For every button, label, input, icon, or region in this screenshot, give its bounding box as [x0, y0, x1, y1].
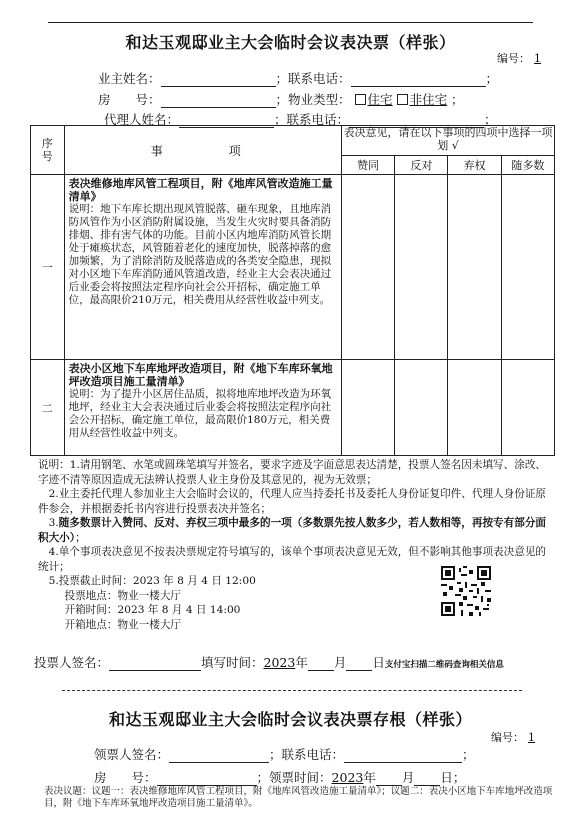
month-unit: 月: [333, 655, 347, 670]
day-unit: 日: [372, 655, 385, 670]
note-2: 2.业主委托代理人参加业主大会临时会议的，代理人应当持委托书及委托人身份证复印件、代理人身份证原件参会，并根据委托书内容进行投票表决并签名；: [38, 488, 547, 515]
agent-row: 代理人姓名： ；联系电话： ；: [104, 112, 497, 127]
table-row: [31, 360, 555, 456]
ballot-title: 和达玉观邸业主大会临时会议表决票（样张）: [125, 33, 456, 52]
matter-cell: [64, 175, 341, 360]
matter-title: 表决维修地库风管工程项目，附《地库风管改造施工量清单》: [68, 177, 333, 203]
residential-checkbox[interactable]: [355, 94, 366, 105]
room-field[interactable]: [161, 95, 276, 108]
vote-oppose-cell[interactable]: [395, 360, 448, 456]
stub-day-field[interactable]: [414, 773, 440, 786]
option-agree-header: 赞同: [341, 156, 394, 175]
agent-phone-label: 联系电话：: [286, 112, 350, 127]
voting-table: [30, 125, 555, 456]
fill-day-field[interactable]: [346, 658, 372, 671]
stub-month-field[interactable]: [376, 773, 402, 786]
stub-room-label: 房 号：: [94, 770, 157, 785]
fill-month-field[interactable]: [308, 658, 334, 671]
serial-label: 编号：: [497, 52, 530, 65]
vote-majority-cell[interactable]: [501, 175, 554, 360]
option-abstain-header: 弃权: [448, 156, 501, 175]
stub-phone-field[interactable]: [344, 750, 462, 763]
note-5-deadline: 5.投票截止时间：2023 年 8 月 4 日 12:00: [48, 575, 256, 587]
note-4: 4.单个事项表决意见不按表决票规定符号填写的，该单个事项表决意见无效，但不影响其他事项表决意见的统计；: [38, 546, 547, 573]
vote-agree-cell[interactable]: [341, 360, 394, 456]
vote-agree-cell[interactable]: [341, 175, 394, 360]
stub-receive-time-label: 领票时间：: [269, 770, 332, 785]
stub-title: 和达玉观邸业主大会临时会议表决票存根（样张）: [108, 710, 472, 729]
row-seq: 二: [31, 360, 65, 456]
stub-receiver-label: 领票人签名：: [94, 747, 170, 762]
owner-row: 业主姓名： ；联系电话： ；: [98, 71, 499, 86]
year-unit: 年: [295, 655, 308, 670]
matter-title: 表决小区地下车库地坪改造项目，附《地下车库环氧地坪改造项目施工量清单》: [68, 362, 333, 388]
top-rule: [48, 22, 533, 23]
non-residential-label: 非住宅: [409, 92, 448, 107]
stub-serial-number: 1: [528, 731, 535, 744]
option-oppose-header: 反对: [395, 156, 448, 175]
stub-serial-label: 编号：: [491, 731, 524, 744]
stub-month-unit: 月: [401, 770, 415, 785]
fill-year: 2023: [263, 655, 296, 670]
stub-room-field[interactable]: [157, 773, 257, 786]
option-majority-header: 随多数: [501, 156, 554, 175]
stub-detail: 表决议题：议题一：表决维修地库风管工程项目，附《地库风管改造施工量清单》；议题二：表决小区地下车库地坪改造项目，附《地下车库环氧地坪改造项目施工量清单》。: [44, 786, 553, 809]
stub-receiver-field[interactable]: [169, 750, 269, 763]
vote-oppose-cell[interactable]: [395, 175, 448, 360]
note-5-place: 投票地点：物业一楼大厅: [64, 589, 182, 602]
stub-serial: [491, 729, 535, 745]
ballot-serial: [497, 50, 541, 66]
voter-sign-field[interactable]: [109, 658, 201, 671]
qr-caption: 支付宝扫描二维码查询相关信息: [384, 660, 504, 670]
owner-phone-label: 联系电话：: [288, 71, 351, 86]
col-seq-header: 序号: [31, 126, 65, 175]
row-seq: 一: [31, 175, 65, 360]
stub-room-row: 房 号： ；领票时间：2023年 月 日；: [94, 770, 466, 785]
stub-year: 2023: [331, 770, 364, 785]
matter-description: 说明：为了提升小区居住品质，拟将地库地坪改造为环氧地坪，经业主大会表决通过后业委会将按照法定程序向社会公开招标，确定施工单位，最高限价180万元，相关费用从经营性收益中列支。: [68, 388, 332, 439]
note-1: 说明：1.请用钢笔、水笔或圆珠笔填写并签名，要求字迹及字面意思表达清楚，投票人签名因未填写、涂改、字迹不清等原因造成无法辨认投票人业主身份及其意见的，视为无效票；: [38, 459, 547, 486]
note-5-open-time: 开箱时间：2023 年 8 月 4 日 14:00: [64, 604, 241, 616]
cut-line: [62, 690, 522, 691]
col-opinion-header: 表决意见，请在以下事项的四项中选择一项划 √: [341, 126, 554, 156]
stub-day-unit: 日: [440, 770, 453, 785]
col-item-header: 事 项: [64, 126, 341, 175]
owner-phone-field[interactable]: [351, 74, 486, 87]
table-row: [31, 175, 555, 360]
note-5-open-place: 开箱地点：物业一楼大厅: [64, 618, 182, 631]
owner-name-label: 业主姓名：: [98, 71, 161, 86]
property-type-label: 物业类型：: [288, 92, 351, 107]
stub-receiver-row: 领票人签名： ；联系电话： ；: [94, 747, 475, 762]
serial-number: 1: [534, 52, 541, 65]
qr-code-icon: [441, 566, 491, 616]
residential-label: 住宅: [367, 92, 393, 107]
agent-name-label: 代理人姓名：: [104, 112, 180, 127]
table-header-row: [31, 126, 555, 156]
non-residential-checkbox[interactable]: [397, 94, 408, 105]
note-3: 3.随多数票计入赞同、反对、弃权三项中最多的一项（多数票先按人数多少，若人数相等，再按专有部分面积大小）；: [38, 517, 547, 544]
stub-year-unit: 年: [363, 770, 376, 785]
fill-time-label: 填写时间：: [201, 655, 264, 670]
matter-description: 说明：地下车库长期出现风管脱落、砸车现象，且地库消防风管作为小区消防附属设施，当发生火灾时要具备消防排烟、排有害气体的功能。目前小区内地库消防风管长期处于瘫痪状态，风管随着老化的速度加快，脱落掉落的愈加频繁，为了消除消防及脱落造成的各类安全隐患，现拟对小区地下车库消防通风管道改造，经业主大会表决通过后业委会将按照法定程序向社会公开招标，确定施工单位，最高限价210万元，相关费用从经营性收益中列支。: [68, 203, 332, 306]
stub-phone-label: 联系电话：: [281, 747, 345, 762]
owner-name-field[interactable]: [161, 74, 276, 87]
room-label: 房 号：: [98, 92, 161, 107]
matter-cell: [64, 360, 341, 456]
vote-abstain-cell[interactable]: [448, 175, 501, 360]
vote-abstain-cell[interactable]: [448, 360, 501, 456]
voter-sign-row: [34, 653, 504, 671]
vote-majority-cell[interactable]: [501, 360, 554, 456]
voter-sign-label: 投票人签名：: [34, 655, 110, 670]
room-row: 房 号： ；物业类型： 住宅 非住宅 ；: [98, 92, 464, 107]
